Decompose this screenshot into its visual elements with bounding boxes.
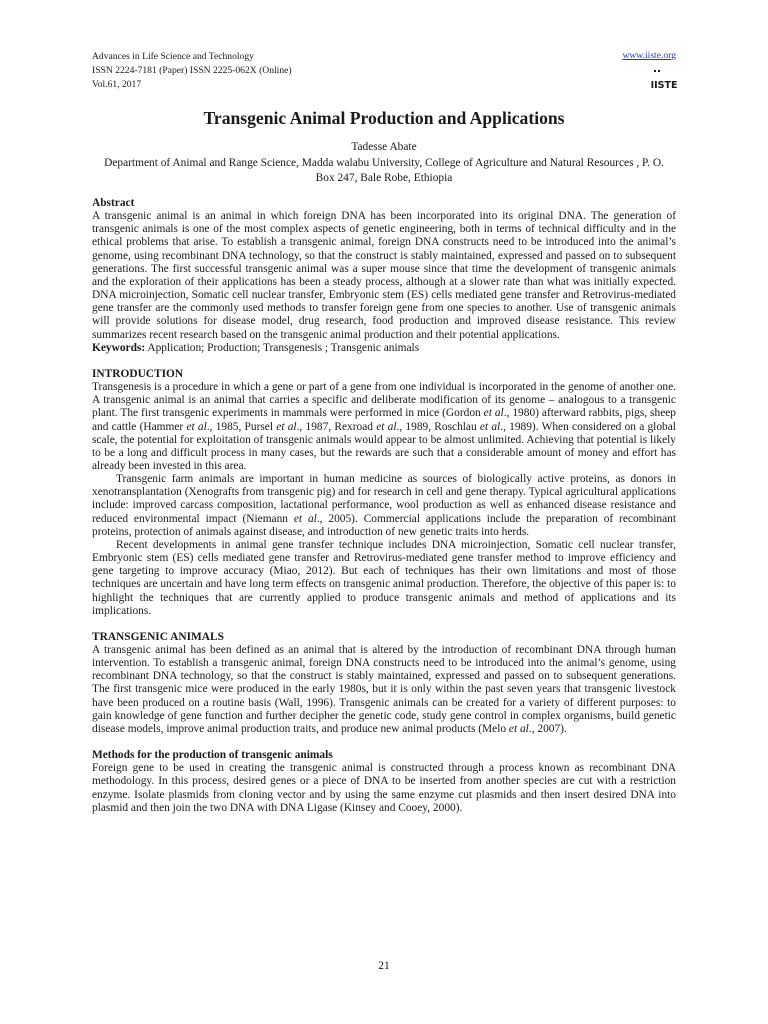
keywords-line — [92, 342, 676, 355]
introduction-paragraph-2: Transgenic farm animals are important in human medicine as sources of biologically active proteins, as donors in xenotransplantation (Xenografts from transgenic pig) and for research in cell and gene therapy. Typical agricultural applications include: improved carcass composition, lactational performance, wool production as well as enhanced disease resistance and reduced environmental impact (Niemann et al., 2005). Commercial applications include the preparation of recombinant proteins, protection of animals against disease, and introduction of new genetic traits into herds. — [92, 473, 676, 538]
journal-name: Advances in Life Science and Technology — [92, 51, 254, 62]
keywords-label: Keywords: — [92, 341, 146, 354]
page-number: 21 — [378, 960, 390, 972]
journal-header — [92, 50, 292, 92]
journal-url-link[interactable]: www.iiste.org — [622, 50, 676, 61]
issn-line: ISSN 2224-7181 (Paper) ISSN 2225-062X (Online) — [92, 65, 292, 76]
volume-line: Vol.61, 2017 — [92, 79, 142, 90]
author-affiliation: Department of Animal and Range Science, Madda walabu University, College of Agriculture and Natural Resources , P. O. Box 247, Bale Robe, Ethiopia — [104, 157, 664, 184]
transgenic-animals-paragraph: A transgenic animal has been defined as an animal that is altered by the introduction of recombinant DNA through human intervention. To establish a transgenic animal, foreign DNA constructs need to be introduced into the animal’s genome, using recombinant DNA technology, so that the construct is stably maintained, expressed and passed on to subsequent generations. The first transgenic mice were produced in the early 1980s, but it is only within the past seven years that transgenic livestock have been produced on a routine basis (Wall, 1996). Transgenic animals can be created for a variety of different purposes: to gain knowledge of gene function and further decipher the genetic code, study gene control in complex organisms, build genetic disease models, improve animal production traits, and produce new animal products (Melo et al., 2007). — [92, 644, 676, 735]
introduction-paragraph-1: Transgenesis is a procedure in which a gene or part of a gene from one individual is incorporated in the genome of another one. A transgenic animal is an animal that carries a specific and deliberate modification of its genome – analogous to a transgenic plant. The first transgenic experiments in mammals were performed in mice (Gordon et al., 1980) afterward rabbits, pigs, sheep and cattle (Hammer et al., 1985, Pursel et al., 1987, Rexroad et al., 1989, Roschlau et al., 1989). When considered on a global scale, the potential for exploitation of transgenic animals would appear to be almost unlimited. Achieving that potential is likely to be a long and difficult process in many cases, but the rewards are such that a considerable amount of money and effort has already been invested in this area. — [92, 381, 676, 472]
iiste-logo-icon — [651, 66, 677, 92]
methods-heading: Methods for the production of transgenic animals — [92, 749, 333, 762]
introduction-heading: INTRODUCTION — [92, 367, 184, 380]
paper-body — [92, 197, 676, 815]
abstract-heading: Abstract — [92, 197, 135, 209]
transgenic-animals-heading: TRANSGENIC ANIMALS — [92, 630, 224, 643]
paper-title: Transgenic Animal Production and Applications — [203, 108, 565, 128]
methods-paragraph: Foreign gene to be used in creating the transgenic animal is constructed through a process known as recombinant DNA methodology. In this process, desired genes or a piece of DNA to be inserted from another species are cut with a restriction enzyme. Isolate plasmids from cloning vector and by using the same enzyme cut plasmids and then insert desired DNA into plasmid and then join the two DNA with DNA Ligase (Kinsey and Cooey, 2000). — [92, 762, 676, 814]
keywords-list: Application; Production; Transgenesis ; Transgenic animals — [145, 341, 420, 354]
introduction-paragraph-3: Recent developments in animal gene transfer technique includes DNA microinjection, Somatic cell nuclear transfer, Embryonic stem (ES) cells mediated gene transfer and Retrovirus-mediated gene transfer method to improve efficiency and gene targeting to improve accuracy (Miao, 2012). But each of techniques has their own limitations and most of those techniques are uncertain and have long term effects on transgenic animal production. Therefore, the objective of this paper is: to highlight the techniques that are currently applied to produce transgenic animals and method of applications and its implications. — [92, 538, 676, 617]
author-name: Tadesse Abate — [351, 141, 417, 153]
logo-text: IISTE — [651, 80, 677, 91]
abstract-text: A transgenic animal is an animal in which foreign DNA has been incorporated into its original DNA. The generation of transgenic animals is one of the most complex aspects of genetic engineering, both in terms of technical difficulty and in the ethical problems that arise. To establish a transgenic animal, foreign DNA constructs need to be introduced into the animal’s genome, using recombinant DNA technology, so that the construct is stably maintained, expressed and passed on to subsequent generations. The first successful transgenic animal was a super mouse since that time the development of transgenic animals and the exploration of their applications has been a steady process, although at a slower rate than what was initially expected. DNA microinjection, Somatic cell nuclear transfer, Embryonic stem (ES) cells mediated gene transfer and Retrovirus-mediated gene transfer are the commonly used methods to transfer foreign gene from one species to another. Use of transgenic animals will provide solutions for disease model, drug research, food production and improved disease resistance. This review summarizes recent research based on the transgenic animal production and their potential applications. — [92, 210, 676, 341]
